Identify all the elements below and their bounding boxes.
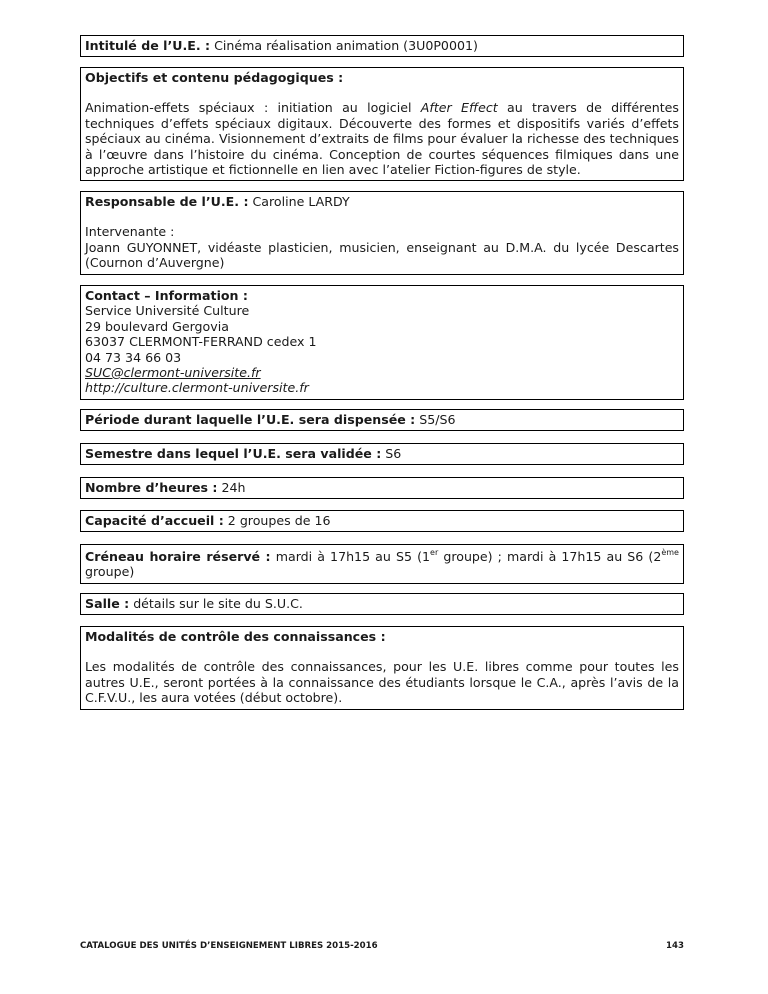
intitule-value: Cinéma réalisation animation (3U0P0001) [214,38,478,53]
contact-line: 04 73 34 66 03 [85,349,182,365]
objectifs-box [80,67,684,181]
salle-box [80,593,684,615]
website-link[interactable]: http://culture.clermont-universite.fr [85,380,309,396]
semestre-label: Semestre dans lequel l’U.E. sera validée : [85,446,382,461]
intitule-box [80,35,684,57]
contact-box [80,285,684,400]
objectifs-text-end: au travers de différentes techniques d’effets spéciaux digitaux. Découverte des formes et dispositifs variés d’effets spéciaux au cinéma. Visionnement d’extraits de films pour évaluer la richesse des techniques à l’œuvre dans l’histoire du cinéma. Conception de courtes séquences filmiques dans une approche artistique et fictionnelle en lien avec l’atelier Fiction-figures de style. [85,100,679,178]
creneau-label: Créneau horaire réservé : [85,549,271,564]
capacite-box [80,510,684,532]
objectifs-text-start: Animation-effets spéciaux : initiation au logiciel [85,100,421,116]
capacite-label: Capacité d’accueil : [85,513,224,528]
footer-title: CATALOGUE DES UNITÉS D’ENSEIGNEMENT LIBRES 2015-2016 [80,941,378,951]
objectifs-text [85,100,679,177]
page-number: 143 [666,941,684,951]
intervenante-text: Joann GUYONNET, vidéaste plasticien, musicien, enseignant au D.M.A. du lycée Descartes (Cournon d’Auvergne) [85,239,679,271]
salle-value: détails sur le site du S.U.C. [133,596,303,611]
creneau-part: groupe) ; mardi à 17h15 au S6 (2 [438,549,662,564]
semestre-value: S6 [385,446,402,461]
creneau-part: groupe) [85,564,135,580]
email-link[interactable]: SUC@clermont-universite.fr [85,365,261,381]
modalites-box [80,626,684,710]
responsable-label: Responsable de l’U.E. : [85,194,249,209]
periode-box [80,409,684,431]
responsable-box [80,191,684,275]
semestre-box [80,443,684,465]
heures-box [80,477,684,499]
capacite-value: 2 groupes de 16 [227,513,331,528]
heures-label: Nombre d’heures : [85,480,218,495]
contact-label: Contact – Information : [85,288,248,303]
objectifs-label: Objectifs et contenu pédagogiques : [85,70,344,85]
creneau-box [80,544,684,584]
contact-line: 29 boulevard Gergovia [85,318,229,334]
software-name: After Effect [420,100,498,116]
creneau-part: mardi à 17h15 au S5 (1 [275,549,431,564]
periode-value: S5/S6 [419,412,456,427]
responsable-value: Caroline LARDY [252,194,350,209]
page-footer [80,939,684,953]
contact-line: Service Université Culture [85,303,250,319]
heures-value: 24h [221,480,246,495]
modalites-text: Les modalités de contrôle des connaissances, pour les U.E. libres comme pour toutes les autres U.E., seront portées à la connaissance des étudiants lorsque le C.A., après l’avis de la C.F.V.U., les aura votées (début octobre). [85,659,679,706]
salle-label: Salle : [85,596,130,611]
creneau-sup: er [430,548,439,557]
contact-line: 63037 CLERMONT-FERRAND cedex 1 [85,334,317,350]
creneau-sup: ème [661,548,679,557]
intitule-label: Intitulé de l’U.E. : [85,38,211,53]
modalites-label: Modalités de contrôle des connaissances : [85,629,386,644]
intervenante-label: Intervenante : [85,224,175,240]
periode-label: Période durant laquelle l’U.E. sera dispensée : [85,412,416,427]
